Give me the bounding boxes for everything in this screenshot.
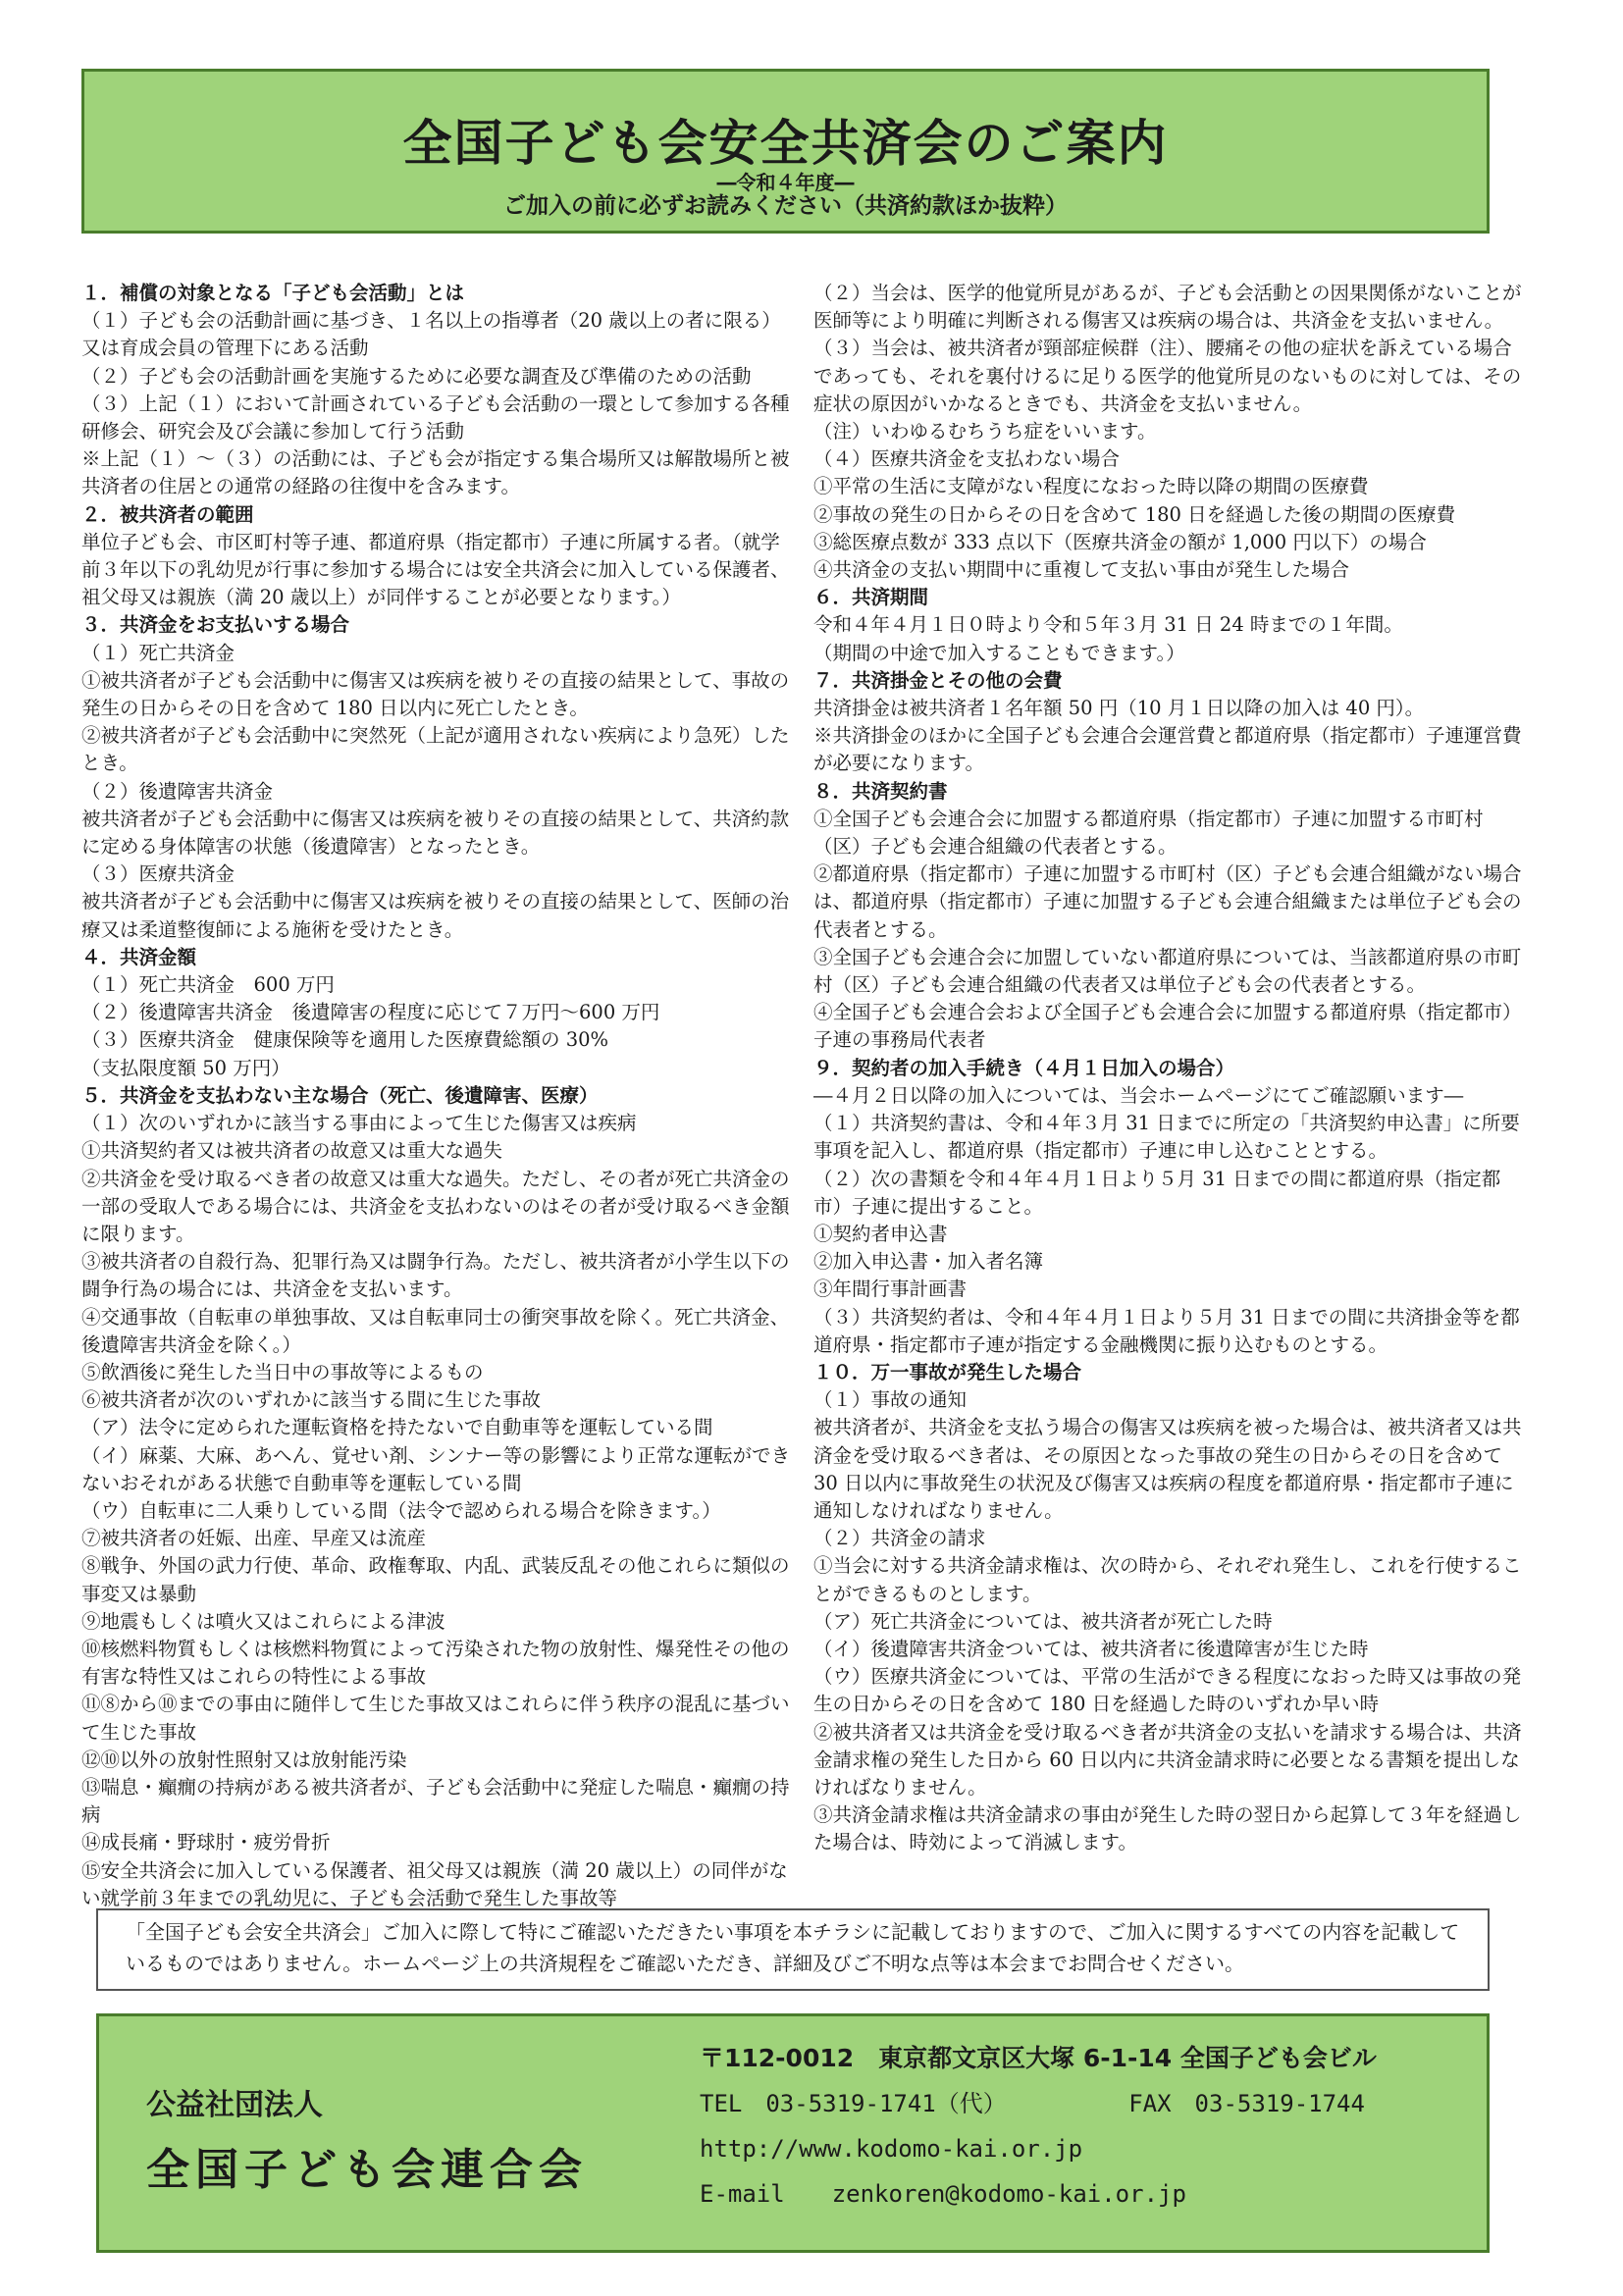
section-heading: ７．共済掛金とその他の会費 [813, 668, 1063, 692]
paragraph: （２）後遺障害共済金 後遺障害の程度に応じて７万円～600 万円 [81, 1001, 660, 1024]
paragraph: 令和４年４月１日０時より令和５年３月 31 日 24 時までの１年間。 [813, 613, 1403, 637]
paragraph: （ウ）自転車に二人乗りしている間（法令で認められる場合を除きます。） [81, 1498, 721, 1522]
paragraph: ⑧戦争、外国の武力行使、革命、政権奪取、内乱、武装反乱その他これらに類似の事変又は暴動 [81, 1554, 790, 1605]
paragraph: ⑮安全共済会に加入している保護者、祖父母又は親族（満 20 歳以上）の同伴がない就学前３年までの乳幼児に、子ども会活動で発生した事故等 [81, 1858, 788, 1909]
paragraph: ②事故の発生の日からその日を含めて 180 日を経過した後の期間の医療費 [813, 502, 1456, 526]
paragraph: ③総医療点数が 333 点以下（医療共済金の額が 1,000 円以下）の場合 [813, 530, 1427, 553]
paragraph: ⑪⑧から⑩までの事由に随伴して生じた事故又はこれらに伴う秩序の混乱に基づいて生じた事故 [81, 1693, 790, 1744]
email-link[interactable]: E-mail zenkoren@kodomo-kai.or.jp [700, 2180, 1186, 2208]
page-title: 全国子ども会安全共済会のご案内 [402, 115, 1169, 172]
paragraph: ④共済金の支払い期間中に重複して支払い事由が発生した場合 [813, 558, 1350, 582]
paragraph: （１）子ども会の活動計画に基づき、１名以上の指導者（20 歳以上の者に限る）又は育成会員の管理下にある活動 [81, 309, 781, 360]
paragraph: （２）次の書類を令和４年４月１日より５月 31 日までの間に都道府県（指定都市）子連に提出すること。 [813, 1167, 1501, 1218]
section-heading: ４．共済金額 [81, 945, 197, 968]
paragraph: （ウ）医療共済金については、平常の生活ができる程度になおった時又は事故の発生の日からその日を含めて 180 日を経過した時のいずれか早い時 [813, 1665, 1522, 1716]
section-heading: ９．契約者の加入手続き（４月１日加入の場合） [813, 1056, 1235, 1079]
address: 〒112-0012 東京都文京区大塚 6-1-14 全国子ども会ビル [700, 2044, 1377, 2072]
org-type: 公益社団法人 [146, 2088, 323, 2122]
section-heading: ８．共済契約書 [813, 779, 948, 803]
paragraph: ①契約者申込書 [813, 1222, 948, 1245]
paragraph: （ア）法令に定められた運転資格を持たないで自動車等を運転している間 [81, 1416, 713, 1439]
paragraph: （２）当会は、医学的他覚所見があるが、子ども会活動との因果関係がないことが医師等により明確に判断される傷害又は疾病の場合は、共済金を支払いません。 [813, 282, 1522, 333]
paragraph: ―４月２日以降の加入については、当会ホームページにてご確認願います― [813, 1083, 1464, 1107]
paragraph: ⑬喘息・癲癇の持病がある被共済者が、子ども会活動中に発症した喘息・癲癇の持病 [81, 1775, 790, 1827]
section-heading: ６．共済期間 [813, 586, 929, 609]
paragraph: （３）共済契約者は、令和４年４月１日より５月 31 日までの間に共済掛金等を都道府県・指定都市子連が指定する金融機関に振り込むものとする。 [813, 1305, 1520, 1356]
paragraph: ③全国子ども会連合会に加盟していない都道府県については、当該都道府県の市町村（区）子ども会連合組織の代表者又は単位子ども会の代表者とする。 [813, 945, 1522, 997]
paragraph: ④交通事故（自転車の単独事故、又は自転車同士の衝突事故を除く。死亡共済金、後遺障害共済金を除く。） [81, 1305, 790, 1356]
left-column [81, 280, 792, 1912]
paragraph: （１）事故の通知 [813, 1388, 968, 1412]
paragraph: ①共済契約者又は被共済者の故意又は重大な過失 [81, 1139, 503, 1163]
paragraph: ⑥被共済者が次のいずれかに該当する間に生じた事故 [81, 1388, 542, 1412]
paragraph: （３）医療共済金 [81, 862, 236, 886]
section-heading: ２．被共済者の範囲 [81, 502, 254, 526]
paragraph: ④全国子ども会連合会および全国子ども会連合会に加盟する都道府県（指定都市）子連の事務局代表者 [813, 1001, 1522, 1052]
org-name: 全国子ども会連合会 [146, 2145, 588, 2195]
paragraph: ①平常の生活に支障がない程度になおった時以降の期間の医療費 [813, 475, 1369, 498]
footer-banner [96, 2013, 1490, 2253]
paragraph: ②被共済者が子ども会活動中に突然死（上記が適用されない疾病により急死）したとき。 [81, 724, 790, 775]
paragraph: ③被共済者の自殺行為、犯罪行為又は闘争行為。ただし、被共済者が小学生以下の闘争行為の場合には、共済金を支払います。 [81, 1250, 790, 1301]
paragraph: （支払限度額 50 万円） [81, 1056, 290, 1079]
paragraph: 被共済者が子ども会活動中に傷害又は疾病を被りその直接の結果として、医師の治療又は柔道整復師による施術を受けたとき。 [81, 890, 790, 941]
header-banner [81, 69, 1490, 234]
paragraph: ※共済掛金のほかに全国子ども会連合会運営費と都道府県（指定都市）子連運営費が必要になります。 [813, 724, 1522, 775]
paragraph: ⑫⑩以外の放射性照射又は放射能汚染 [81, 1748, 407, 1771]
paragraph: ⑭成長痛・野球肘・疲労骨折 [81, 1831, 331, 1854]
paragraph: （イ）麻薬、大麻、あへん、覚せい剤、シンナー等の影響により正常な運転ができないおそれがある状態で自動車等を運転している間 [81, 1443, 791, 1494]
paragraph: （期間の中途で加入することもできます。） [813, 641, 1185, 664]
paragraph: ③共済金請求権は共済金請求の事由が発生した時の翌日から起算して３年を経過した場合は、時効によって消滅します。 [813, 1803, 1522, 1854]
paragraph: ⑦被共済者の妊娠、出産、早産又は流産 [81, 1527, 427, 1550]
paragraph: ※上記（１）～（３）の活動には、子ども会が指定する集合場所又は解散場所と被共済者の住居との通常の経路の往復中を含みます。 [81, 447, 790, 498]
paragraph: 被共済者が、共済金を支払う場合の傷害又は疾病を被った場合は、被共済者又は共済金を受け取るべき者は、その原因となった事故の発生の日からその日を含めて 30 日以内に事故発生の状況及び傷害又は疾病の程度を都道府県・指定都市子連に通知しなければなりません。 [813, 1416, 1522, 1522]
paragraph: ⑩核燃料物質もしくは核燃料物質によって汚染された物の放射性、爆発性その他の有害な特性又はこれらの特性による事故 [81, 1637, 790, 1689]
paragraph: （２）後遺障害共済金 [81, 779, 274, 803]
paragraph: （３）上記（１）において計画されている子ども会活動の一環として参加する各種研修会、研究会及び会議に参加して行う活動 [81, 391, 790, 444]
paragraph: （１）死亡共済金 [81, 641, 236, 664]
paragraph: （注）いわゆるむちうち症をいいます。 [813, 420, 1157, 444]
paragraph: （ア）死亡共済金については、被共済者が死亡した時 [813, 1609, 1273, 1633]
right-column [813, 280, 1523, 1857]
paragraph: （１）次のいずれかに該当する事由によって生じた傷害又は疾病 [81, 1112, 637, 1135]
paragraph: ②共済金を受け取るべき者の故意又は重大な過失。ただし、その者が死亡共済金の一部の受取人である場合には、共済金を支払わないのはその者が受け取るべき金額に限ります。 [81, 1167, 790, 1245]
paragraph: ⑤飲酒後に発生した当日中の事故等によるもの [81, 1360, 484, 1383]
contact-block [700, 2036, 1377, 2217]
section-heading: １０．万一事故が発生した場合 [813, 1360, 1082, 1383]
website-link[interactable]: http://www.kodomo-kai.or.jp [700, 2135, 1083, 2163]
paragraph: 共済掛金は被共済者１名年額 50 円（10 月１日以降の加入は 40 円）。 [813, 697, 1425, 720]
paragraph: ②都道府県（指定都市）子連に加盟する市町村（区）子ども会連合組織がない場合は、都道府県（指定都市）子連に加盟する子ども会連合組織または単位子ども会の代表者とする。 [813, 862, 1522, 941]
phone-fax-line [700, 2081, 1377, 2126]
paragraph: （４）医療共済金を支払わない場合 [813, 447, 1121, 471]
paragraph: （１）死亡共済金 600 万円 [81, 973, 335, 997]
tel: TEL 03-5319-1741（代） [700, 2090, 1007, 2117]
paragraph: 被共済者が子ども会活動中に傷害又は疾病を被りその直接の結果として、共済約款に定める身体障害の状態（後遺障害）となったとき。 [81, 807, 790, 859]
paragraph: （３）当会は、被共済者が頸部症候群（注）、腰痛その他の症状を訴えている場合であっても、それを裏付けるに足りる医学的他覚所見のないものに対しては、その症状の原因がいかなるときでも、共済金を支払いません。 [813, 337, 1522, 415]
paragraph: ①被共済者が子ども会活動中に傷害又は疾病を被りその直接の結果として、事故の発生の日からその日を含めて 180 日以内に死亡したとき。 [81, 668, 790, 720]
paragraph: ②加入申込書・加入者名簿 [813, 1250, 1044, 1274]
paragraph: ⑨地震もしくは噴火又はこれらによる津波 [81, 1609, 445, 1633]
disclaimer-box: 「全国子ども会安全共済会」ご加入に際して特にご確認いただきたい事項を本チラシに記載しておりますので、ご加入に関するすべての内容を記載しているものではありません。ホームページ上の共済規程をご確認いただき、詳細及びご不明な点等は本会までお問合せください。 [96, 1908, 1490, 1991]
section-heading: １．補償の対象となる「子ども会活動」とは [81, 282, 465, 304]
read-before-joining-note: ご加入の前に必ずお読みください（共済約款ほか抜粋） [503, 193, 1068, 219]
paragraph: （１）共済契約書は、令和４年３月 31 日までに所定の「共済契約申込書」に所要事項を記入し、都道府県（指定都市）子連に申し込むこととする。 [813, 1112, 1520, 1163]
paragraph: ③年間行事計画書 [813, 1278, 968, 1301]
paragraph: ①全国子ども会連合会に加盟する都道府県（指定都市）子連に加盟する市町村（区）子ども会連合組織の代表者とする。 [813, 807, 1484, 859]
fax: FAX 03-5319-1744 [1128, 2090, 1365, 2117]
paragraph: （２）共済金の請求 [813, 1527, 986, 1550]
paragraph: ①当会に対する共済金請求権は、次の時から、それぞれ発生し、これを行使することができるものとします。 [813, 1554, 1522, 1605]
section-heading: ３．共済金をお支払いする場合 [81, 613, 350, 637]
paragraph: ②被共済者又は共済金を受け取るべき者が共済金の支払いを請求する場合は、共済金請求権の発生した日から 60 日以内に共済金請求時に必要となる書類を提出しなければなりません。 [813, 1720, 1522, 1799]
section-heading: ５．共済金を支払わない主な場合（死亡、後遺障害、医療） [81, 1083, 599, 1107]
paragraph: （２）子ども会の活動計画を実施するために必要な調査及び準備のための活動 [81, 364, 752, 388]
fiscal-year-subtitle: ―令和４年度― [716, 171, 855, 194]
paragraph: （イ）後遺障害共済金ついては、被共済者に後遺障害が生じた時 [813, 1637, 1369, 1660]
paragraph: （３）医療共済金 健康保険等を適用した医療費総額の 30% [81, 1028, 609, 1052]
paragraph: 単位子ども会、市区町村等子連、都道府県（指定都市）子連に所属する者。（就学前３年以下の乳幼児が行事に参加する場合には安全共済会に加入している保護者、祖父母又は親族（満 20 歳以上）が同伴することが必要となります。） [81, 530, 790, 609]
